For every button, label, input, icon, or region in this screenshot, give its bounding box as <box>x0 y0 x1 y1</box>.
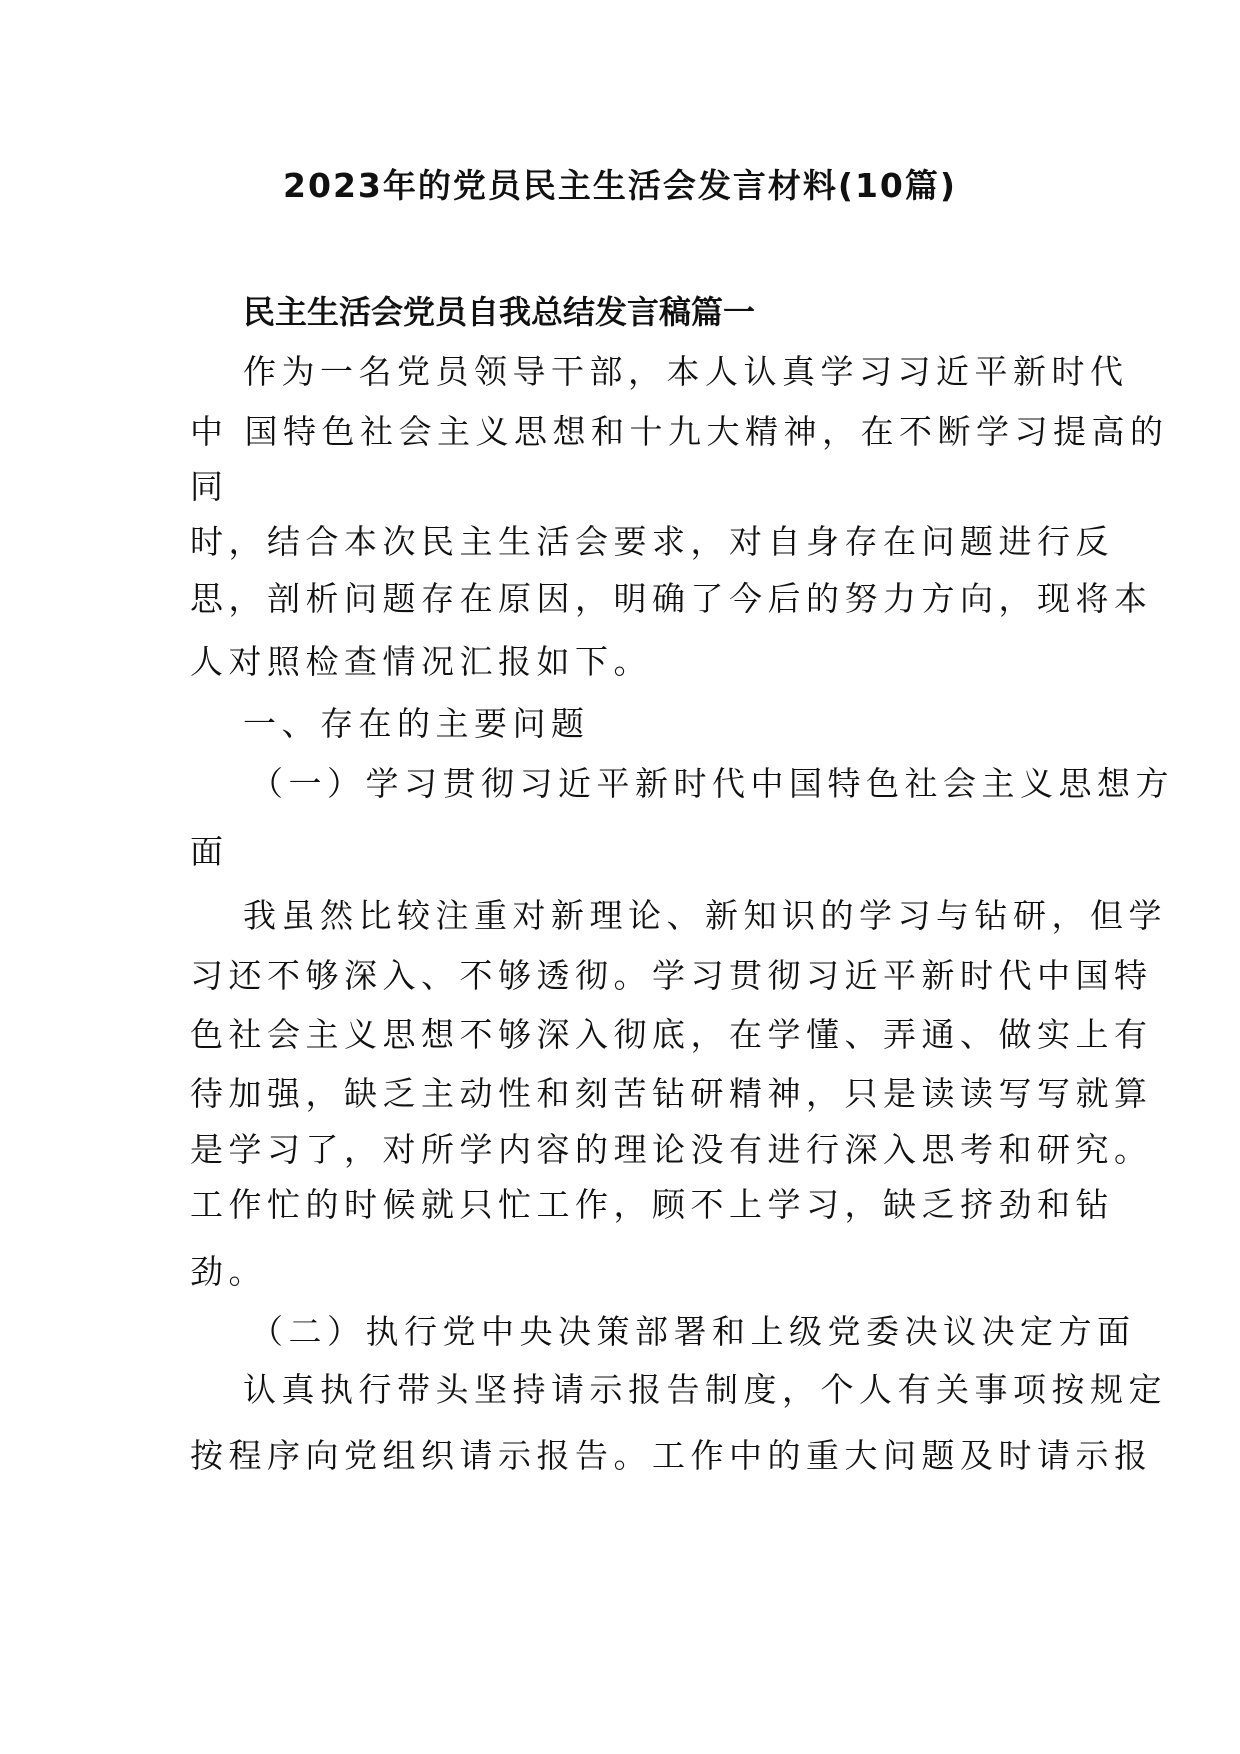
paragraph-line: 中 国特色社会主义思想和十九大精神，在不断学习提高的 <box>190 412 1169 451</box>
section-heading: 民主生活会党员自我总结发言稿篇一 <box>243 293 756 331</box>
paragraph-line: 人对照检查情况汇报如下。 <box>190 642 652 681</box>
paragraph-line: 认真执行带头坚持请示报告制度，个人有关事项按规定 <box>243 1370 1167 1409</box>
paragraph-line: 色社会主义思想不够深入彻底，在学懂、弄通、做实上有 <box>190 1015 1153 1054</box>
paragraph-line: 时，结合本次民主生活会要求，对自身存在问题进行反 <box>190 522 1114 561</box>
paragraph-line: 习还不够深入、不够透彻。学习贯彻习近平新时代中国特 <box>190 956 1153 995</box>
subsection-heading: （二）执行党中央决策部署和上级党委决议决定方面 <box>250 1312 1136 1351</box>
section-subheading: 一、存在的主要问题 <box>243 704 590 743</box>
paragraph-line: 思，剖析问题存在原因，明确了今后的努力方向，现将本 <box>190 579 1153 618</box>
subsection-heading-continued: 面 <box>190 832 229 871</box>
paragraph-line: 待加强，缺乏主动性和刻苦钻研精神，只是读读写写就算 <box>190 1074 1153 1113</box>
subsection-heading: （一）学习贯彻习近平新时代中国特色社会主义思想方 <box>250 764 1174 803</box>
paragraph-line: 是学习了，对所学内容的理论没有进行深入思考和研究。 <box>190 1130 1153 1169</box>
paragraph-line: 作为一名党员领导干部，本人认真学习习近平新时代 <box>243 352 1129 391</box>
paragraph-line: 我虽然比较注重对新理论、新知识的学习与钻研，但学 <box>243 896 1167 935</box>
paragraph-line: 同 <box>190 467 229 506</box>
document-title: 2023年的党员民主生活会发言材料(10篇) <box>283 166 957 205</box>
paragraph-line: 劲。 <box>190 1252 267 1291</box>
paragraph-line: 工作忙的时候就只忙工作，顾不上学习，缺乏挤劲和钻 <box>190 1185 1114 1224</box>
paragraph-line: 按程序向党组织请示报告。工作中的重大问题及时请示报 <box>190 1436 1153 1475</box>
